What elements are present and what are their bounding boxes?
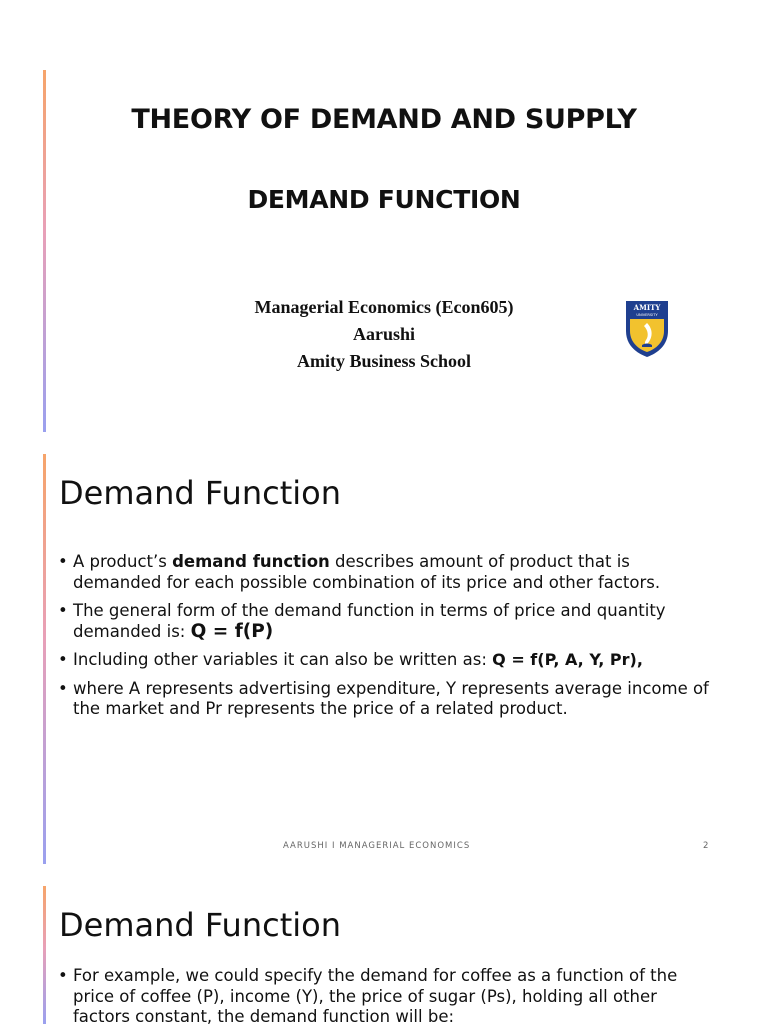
slide-accent-bar — [43, 886, 46, 1024]
presenter-info — [234, 294, 534, 375]
demand-function-slide — [0, 452, 768, 864]
bullet-text: The general form of the demand function in terms of price and quantity demanded is: — [73, 601, 666, 641]
bullet-list — [58, 552, 718, 728]
list-item — [58, 966, 718, 1028]
bullet-icon: • — [58, 678, 68, 698]
bullet-text: where A represents advertising expenditure, Y represents average income of the market and Pr represents the price of a related product. — [73, 678, 709, 718]
svg-text:AMITY: AMITY — [633, 303, 661, 312]
list-item — [58, 601, 718, 642]
amity-university-logo — [622, 299, 672, 359]
list-item — [58, 552, 718, 593]
svg-text:UNIVERSITY: UNIVERSITY — [636, 313, 658, 317]
slide-accent-bar — [43, 454, 46, 864]
footer-text: AARUSHI I MANAGERIAL ECONOMICS — [283, 841, 471, 851]
bullet-text: For example, we could specify the demand for coffee as a function of the price of coffee (P), income (Y), the price of sugar (Ps), holding all other factors constant, the demand function will be: — [73, 966, 678, 1026]
bullet-list — [58, 966, 718, 1036]
extended-demand-formula: Q = f(P, A, Y, Pr), — [492, 650, 643, 669]
course-name: Managerial Economics (Econ605) — [254, 297, 514, 317]
demand-formula: Q = f(P) — [190, 620, 274, 642]
demand-function-example-slide — [0, 884, 768, 1024]
author-name: Aarushi — [352, 324, 415, 344]
bullet-icon: • — [58, 552, 68, 571]
bullet-text: Including other variables it can also be written as: — [73, 650, 493, 669]
bullet-text: describes amount of product that is demanded for each possible combination of its price and other factors. — [73, 552, 661, 592]
page-number: 2 — [703, 841, 709, 851]
title-slide — [0, 0, 768, 432]
bullet-emphasis: demand function — [172, 552, 330, 571]
bullet-icon: • — [58, 601, 68, 620]
slide-heading: Demand Function — [59, 474, 341, 512]
list-item — [58, 650, 718, 671]
school-name: Amity Business School — [296, 351, 472, 371]
bullet-icon: • — [58, 966, 68, 985]
list-item — [58, 679, 718, 720]
bullet-text: A product’s — [73, 552, 173, 571]
slide-heading: Demand Function — [59, 906, 341, 944]
bullet-icon: • — [58, 650, 68, 669]
presentation-title: THEORY OF DEMAND AND SUPPLY — [131, 104, 637, 135]
presentation-subtitle: DEMAND FUNCTION — [247, 185, 521, 214]
